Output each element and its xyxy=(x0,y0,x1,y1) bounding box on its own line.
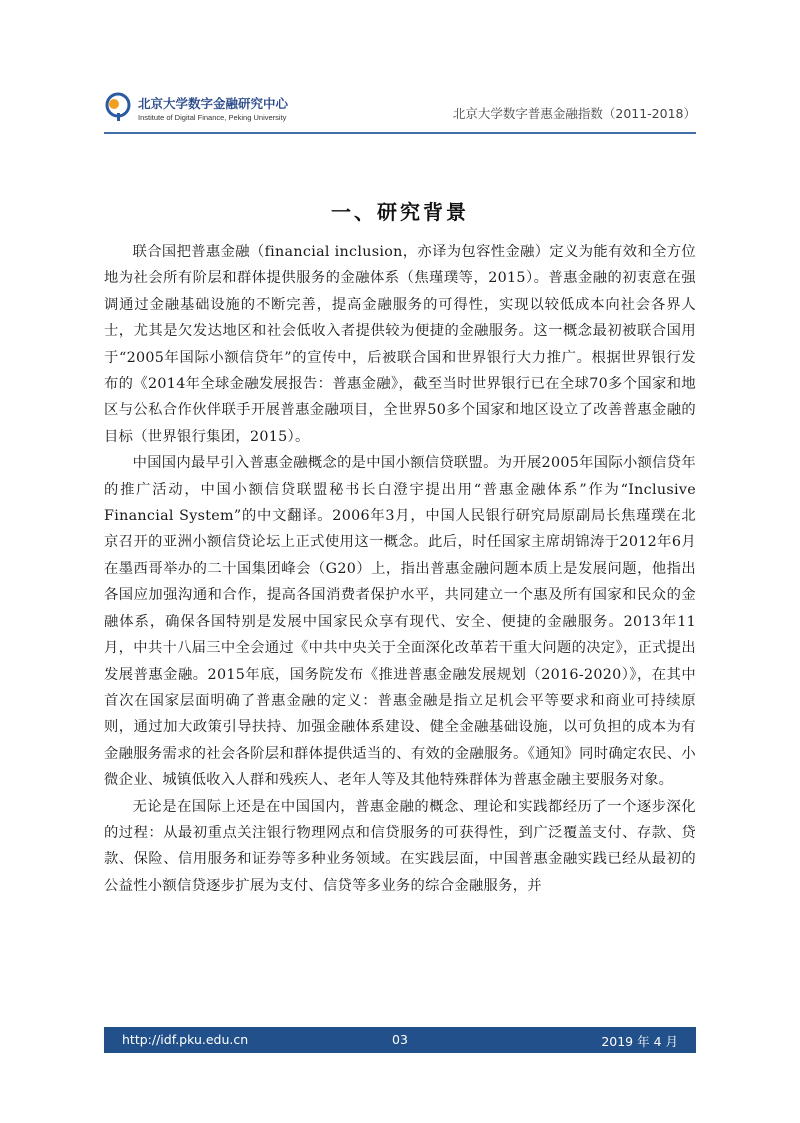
institute-emblem-icon xyxy=(104,92,132,122)
header-divider xyxy=(104,132,696,134)
logo-name-cn: 北京大学数字金融研究中心 xyxy=(138,96,289,111)
body-text xyxy=(104,239,696,899)
page-header xyxy=(104,88,696,132)
paragraph: 联合国把普惠金融（financial inclusion，亦译为包容性金融）定义为能有效和全方位地为社会所有阶层和群体提供服务的金融体系（焦瑾璞等，2015）。普惠金融的初衷意在强调通过金融基础设施的不断完善，提高金融服务的可得性，实现以较低成本向社会各界人士，尤其是欠发达地区和社会低收入者提供较为便捷的金融服务。这一概念最初被联合国用于“2005年国际小额信贷年”的宣传中，后被联合国和世界银行大力推广。根据世界银行发布的《2014年全球金融发展报告：普惠金融》，截至当时世界银行已在全球70多个国家和地区与公私合作伙伴联手开展普惠金融项目，全世界50多个国家和地区设立了改善普惠金融的目标（世界银行集团，2015）。 xyxy=(104,244,696,445)
page-number: 03 xyxy=(392,1032,408,1047)
section-heading: 一、研究背景 xyxy=(331,200,469,224)
document-title: 北京大学数字普惠金融指数（2011-2018） xyxy=(452,106,696,121)
institute-logo xyxy=(104,88,304,132)
logo-name-en: Institute of Digital Finance, Peking University xyxy=(138,113,287,122)
paragraph: 中国国内最早引入普惠金融概念的是中国小额信贷联盟。为开展2005年国际小额信贷年的推广活动，中国小额信贷联盟秘书长白澄宇提出用“普惠金融体系”作为“Inclusive Financial System”的中文翻译。2006年3月，中国人民银行研究局原副局长焦瑾璞在北京召开的亚洲小额信贷论坛上正式使用这一概念。此后，时任国家主席胡锦涛于2012年6月在墨西哥举办的二十国集团峰会（G20）上，指出普惠金融问题本质上是发展问题，他指出各国应加强沟通和合作，提高各国消费者保护水平，共同建立一个惠及所有国家和民众的金融体系，确保各国特别是发展中国家民众享有现代、安全、便捷的金融服务。2013年11月，中共十八届三中全会通过《中共中央关于全面深化改革若干重大问题的决定》，正式提出发展普惠金融。2015年底，国务院发布《推进普惠金融发展规划（2016-2020）》，在其中首次在国家层面明确了普惠金融的定义：普惠金融是指立足机会平等要求和商业可持续原则，通过加大政策引导扶持、加强金融体系建设、健全金融基础设施，以可负担的成本为有金融服务需求的社会各阶层和群体提供适当的、有效的金融服务。《通知》同时确定农民、小微企业、城镇低收入人群和残疾人、老年人等及其他特殊群体为普惠金融主要服务对象。 xyxy=(104,455,696,789)
paragraph: 无论是在国际上还是在中国国内，普惠金融的概念、理论和实践都经历了一个逐步深化的过程：从最初重点关注银行物理网点和信贷服务的可获得性，到广泛覆盖支付、存款、贷款、保险、信用服务和证券等多种业务领域。在实践层面，中国普惠金融实践已经从最初的公益性小额信贷逐步扩展为支付、信贷等多业务的综合金融服务，并 xyxy=(104,798,696,894)
footer-date: 2019 年 4 月 xyxy=(601,1034,678,1049)
page-footer xyxy=(104,1027,696,1053)
footer-url-link[interactable]: http://idf.pku.edu.cn xyxy=(122,1032,249,1047)
